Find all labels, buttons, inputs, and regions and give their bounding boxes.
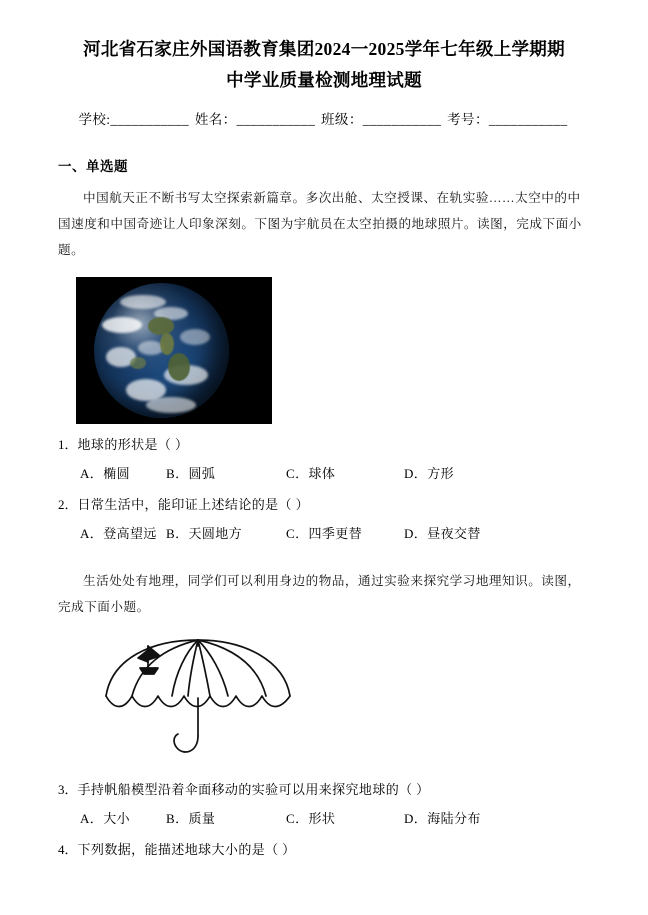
umbrella-drawing	[98, 638, 328, 763]
question-1-stem	[58, 432, 590, 457]
school-field: 学校:___________	[78, 112, 190, 127]
question-3-stem	[58, 777, 590, 802]
question-3-option-a[interactable]: A．大小	[80, 811, 130, 826]
question-2-option-d[interactable]: D．昼夜交替	[404, 526, 481, 541]
class-field: 班级：___________	[321, 112, 442, 127]
student-info-line	[58, 108, 590, 128]
question-1-option-d[interactable]: D．方形	[404, 466, 454, 481]
passage-2: 生活处处有地理，同学们可以利用身边的物品，通过实验来探究学习地理知识。读图，完成下面小题。	[58, 574, 581, 614]
question-4-number: 4．	[58, 842, 78, 857]
question-1-text: 地球的形状是（ ）	[77, 437, 189, 452]
question-3-options	[58, 808, 590, 827]
question-1-option-b[interactable]: B．圆弧	[166, 466, 216, 481]
question-2-option-a[interactable]: A．登高望远	[80, 526, 157, 541]
question-1-option-c[interactable]: C．球体	[286, 466, 336, 481]
question-1-number: 1．	[58, 437, 78, 452]
section-heading-single-choice: 一、单选题	[58, 159, 128, 174]
question-4-text: 下列数据，能描述地球大小的是（ ）	[77, 842, 296, 857]
page-title	[58, 34, 590, 96]
question-1-option-a[interactable]: A．椭圆	[80, 466, 130, 481]
question-3-option-c[interactable]: C．形状	[286, 811, 336, 826]
question-3-option-b[interactable]: B．质量	[166, 811, 216, 826]
question-3-text: 手持帆船模型沿着伞面移动的实验可以用来探究地球的（ ）	[77, 782, 430, 797]
question-1-options	[58, 463, 590, 482]
umbrella-figure	[98, 638, 328, 763]
question-4-stem	[58, 837, 590, 862]
question-2-option-c[interactable]: C．四季更替	[286, 526, 363, 541]
earth-photo-figure	[76, 277, 272, 424]
question-3-option-d[interactable]: D．海陆分布	[404, 811, 481, 826]
question-2-stem	[58, 492, 590, 517]
question-2-number: 2．	[58, 497, 78, 512]
page-title-line-2: 中学业质量检测地理试题	[226, 70, 422, 90]
question-2-option-b[interactable]: B．天圆地方	[166, 526, 243, 541]
passage-1: 中国航天正不断书写太空探索新篇章。多次出舱、太空授课、在轨实验……太空中的中国速度和中国奇迹让人印象深刻。下图为宇航员在太空拍摄的地球照片。读图，完成下面小题。	[58, 191, 582, 257]
name-field: 姓名：___________	[194, 112, 316, 127]
page-title-line-1: 河北省石家庄外国语教育集团2024一2025学年七年级上学期期	[83, 39, 565, 59]
question-2-options	[58, 523, 590, 542]
question-3-number: 3．	[58, 782, 78, 797]
exam-id-field: 考号：___________	[447, 112, 568, 127]
question-2-text: 日常生活中，能印证上述结论的是（ ）	[77, 497, 309, 512]
earth-globe-image	[94, 283, 229, 418]
